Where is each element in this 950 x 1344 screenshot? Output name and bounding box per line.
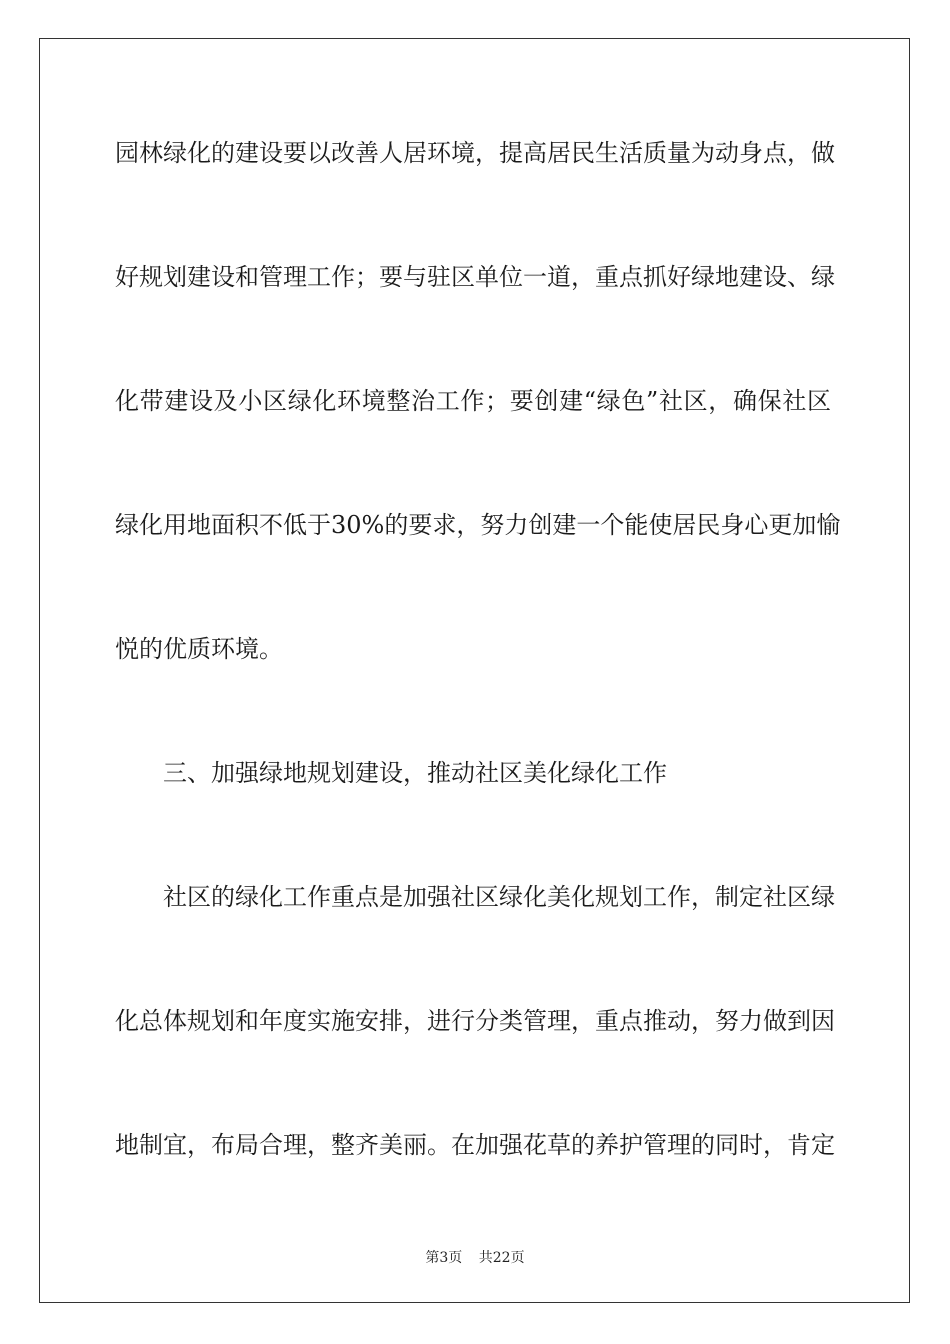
- body-text-line-1: 园林绿化的建设要以改善人居环境，提高居民生活质量为动身点，做: [115, 139, 835, 167]
- body-text-line-4: 绿化用地面积不低于30%的要求，努力创建一个能使居民身心更加愉: [115, 511, 841, 539]
- section-heading: 三、加强绿地规划建设，推动社区美化绿化工作: [163, 759, 667, 787]
- body-text-line-8: 地制宜，布局合理，整齐美丽。在加强花草的养护管理的同时，肯定: [115, 1131, 835, 1159]
- body-text-line-2: 好规划建设和管理工作；要与驻区单位一道，重点抓好绿地建设、绿: [115, 263, 835, 291]
- page-total: 共22页: [478, 1250, 525, 1266]
- page-number: 第3页: [425, 1250, 463, 1266]
- page-footer: [0, 1249, 950, 1267]
- body-text-line-5: 悦的优质环境。: [115, 635, 283, 663]
- body-text-line-7: 化总体规划和年度实施安排，进行分类管理，重点推动，努力做到因: [115, 1007, 835, 1035]
- body-text-line-6: 社区的绿化工作重点是加强社区绿化美化规划工作，制定社区绿: [163, 883, 835, 911]
- body-text-line-3: 化带建设及小区绿化环境整治工作；要创建“绿色”社区，确保社区: [115, 387, 831, 415]
- page-frame: [39, 38, 910, 1303]
